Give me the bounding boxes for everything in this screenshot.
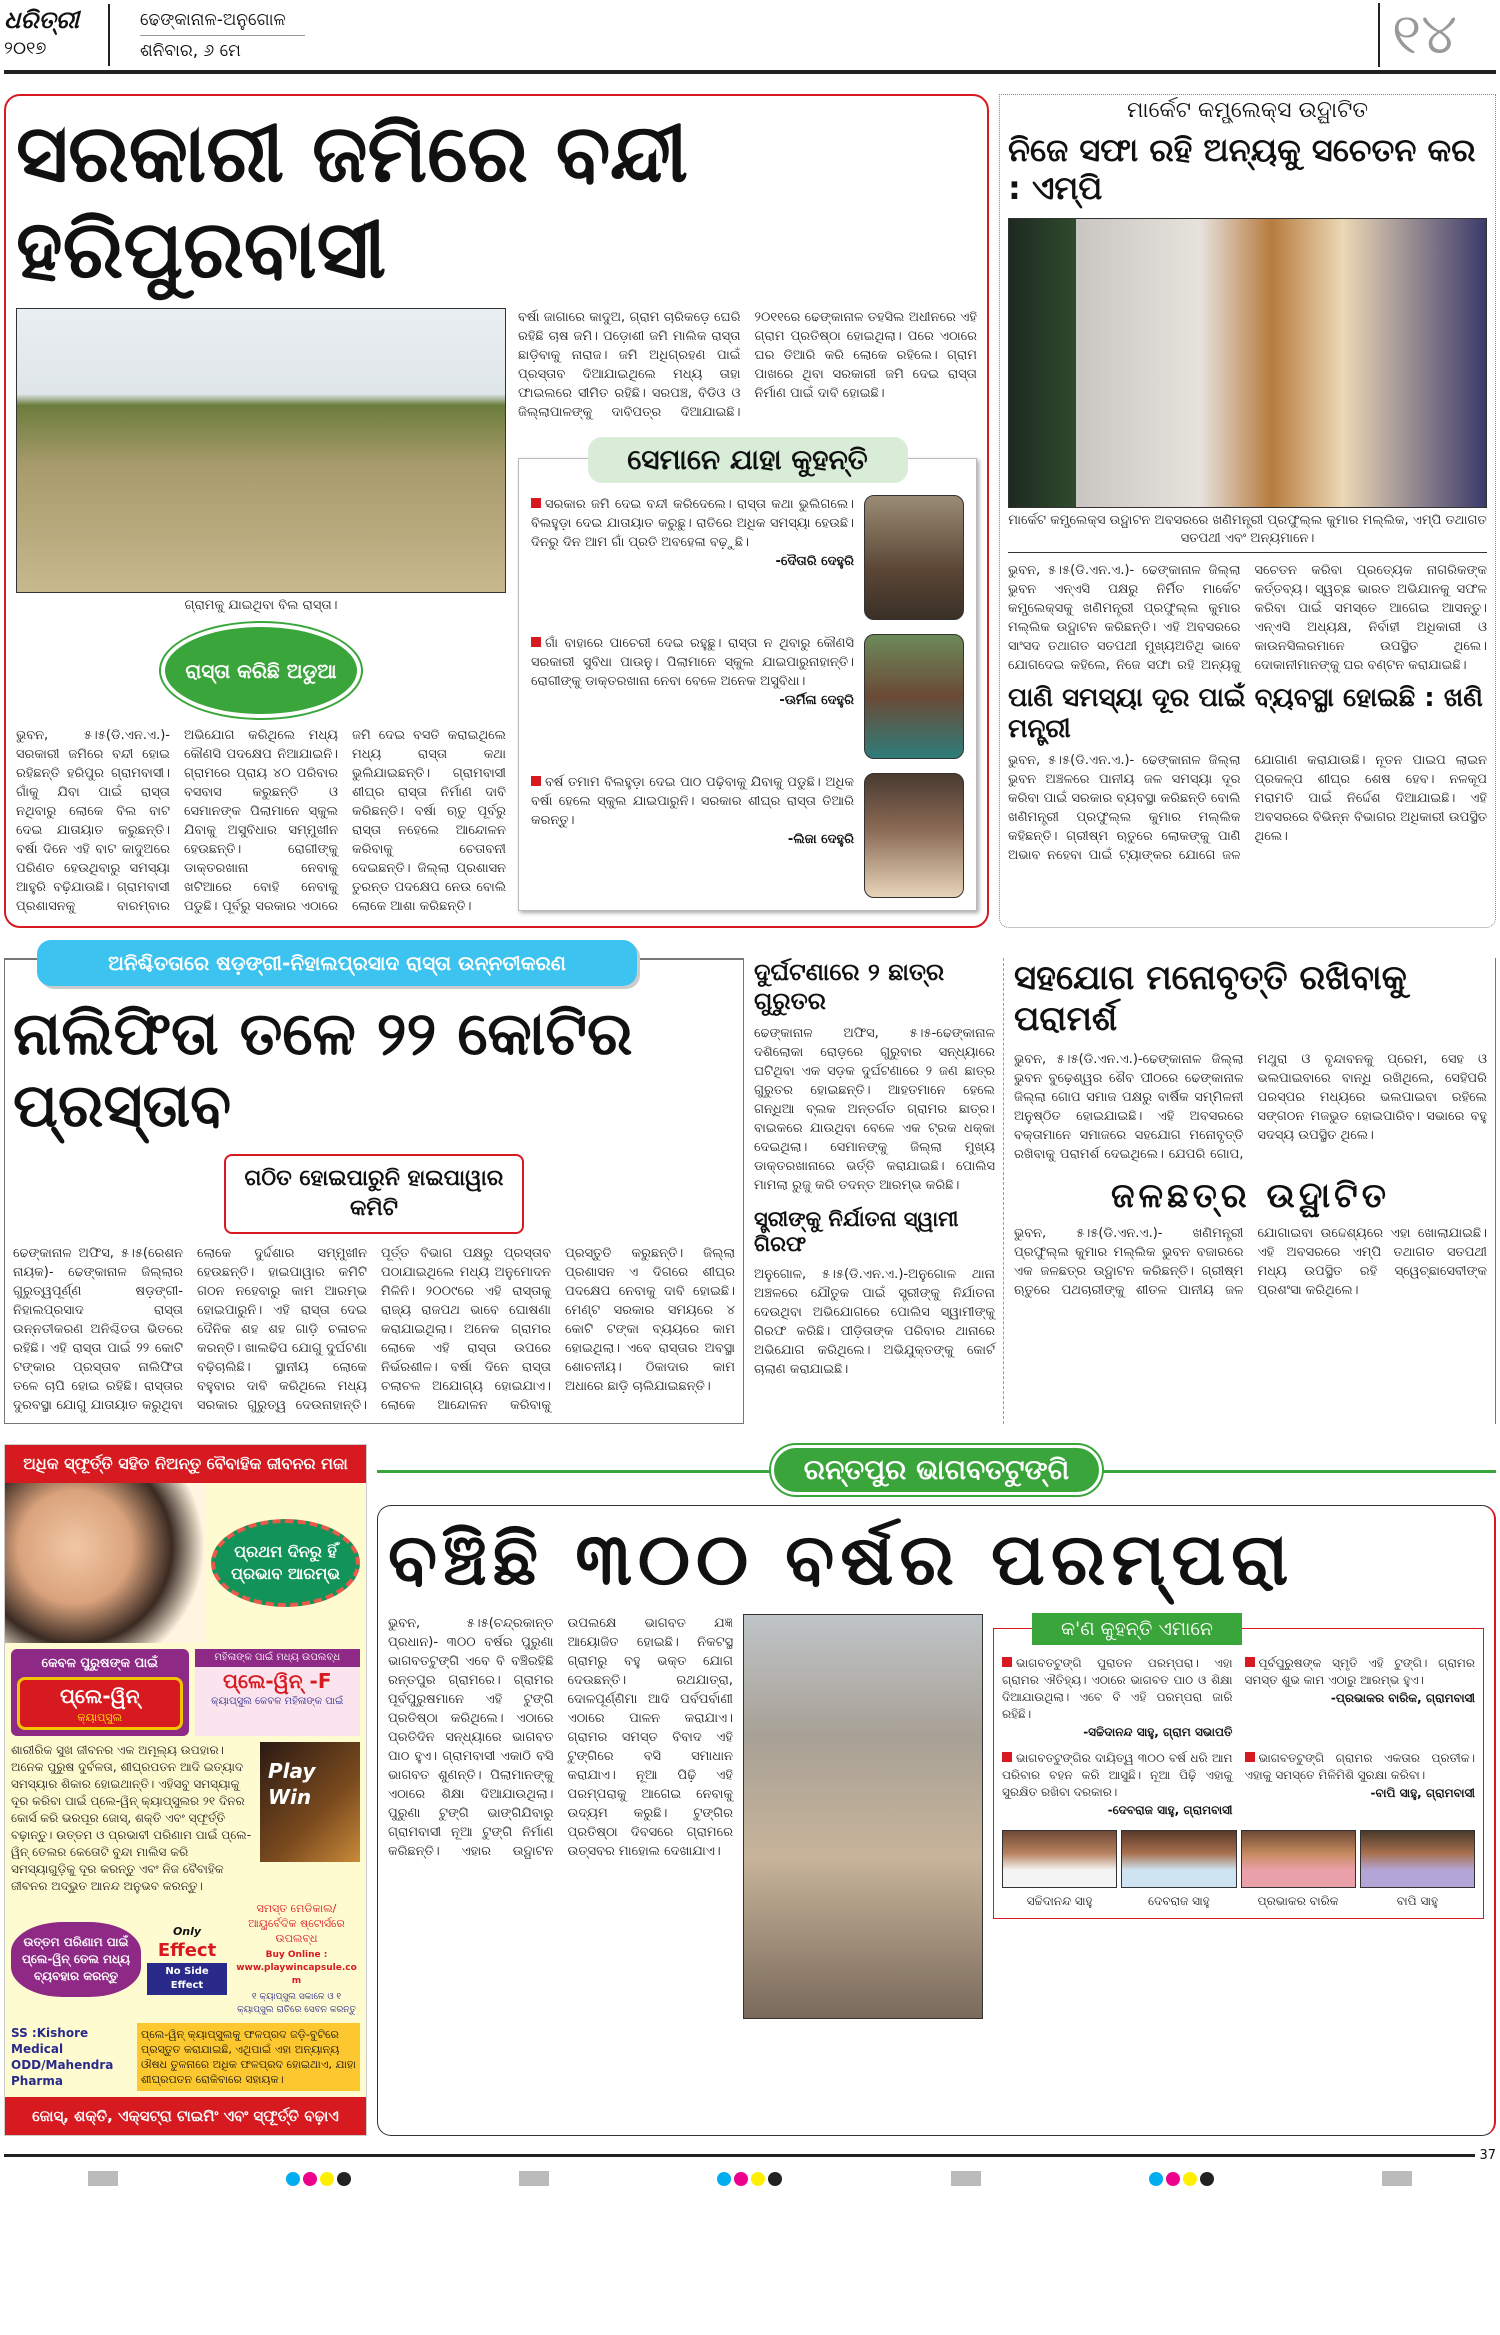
- lead-badge: ରାସ୍ତା କରିଛି ଅଡୁଆ: [161, 623, 360, 718]
- bhagabata-story: [377, 1505, 1496, 2136]
- quote-name: -ଲିଜା ଦେହୁରି: [787, 832, 854, 847]
- masthead: [4, 0, 1496, 74]
- bullet-icon: [1245, 1657, 1255, 1667]
- cooperation-story: [1014, 958, 1496, 1424]
- nalifita-inset: ଗଠିତ ହୋଇପାରୁନି ହାଇପାୱାର କମିଟି: [224, 1154, 524, 1234]
- issue-date: ଶନିବାର, ୬ ମେ: [140, 40, 241, 61]
- lead-headline: ସରକାରୀ ଜମିରେ ବନ୍ଦୀ ହରିପୁରବାସୀ: [16, 107, 689, 296]
- cooperation-body: ଭୁବନ, ୫।୫(ଡି.ଏନ.ଏ.)-ଢେଙ୍କାନାଳ ଜିଲ୍ଲା ଭୁବନ ବୁଢ଼େଶ୍ୱର ଶୈବ ପୀଠରେ ଢେଙ୍କାନାଳ ଜିଲ୍ଲା ଗୋପ ସମାଜ ପକ୍ଷରୁ ବାର୍ଷିକ ସମ୍ମିଳନୀ ଅନୁଷ୍ଠିତ ହୋଇଯାଇଛି। ଏହି ଅବସରରେ ବକ୍ତାମାନେ ସମାଜରେ ସହଯୋଗ ମନୋବୃତ୍ତି ରଖିବାକୁ ପରାମର୍ଶ ଦେଇଥିଲେ। ଯେପରି ଗୋପ, ମଥୁରା ଓ ବୃନ୍ଦାବନକୁ ପ୍ରେମ, ସେହ ଓ ଭଲପାଇବାରେ ବାନ୍ଧି ରଖିଥିଲେ, ସେହିପରି ପରସ୍ପର ମଧ୍ୟରେ ଭଲପାଇବା ରହିଲେ ସଙ୍ଗଠନ ମଜଭୁତ ହୋଇପାରିବ। ସଭାରେ ବହୁ ସଦସ୍ୟ ଉପସ୍ଥିତ ଥିଲେ।: [1014, 1051, 1487, 1162]
- nalifita-banner: ଅନିଶ୍ଚିତତାରେ ଷଡ଼ଙ୍ଗୀ-ନିହାଲପ୍ରସାଦ ରାସ୍ତା ଉନ୍ନତୀକରଣ: [37, 940, 637, 986]
- market-photo-caption: ମାର୍କେଟ କମ୍ପ୍ଲେକ୍ସ ଉଦ୍ଘାଟନ ଅବସରରେ ଖଣିମନ୍ତ୍ରୀ ପ୍ରଫୁଲ୍ଲ କୁମାର ମଲ୍ଲିକ, ଏମ୍‌ପି ତଥାଗତ ସତପଥୀ ଏବଂ ଅନ୍ୟମାନେ।: [1008, 512, 1487, 553]
- ad-starburst: ପ୍ରଥମ ଦିନରୁ ହିଁ ପ୍ରଭାବ ଆରମ୍ଭ: [211, 1519, 360, 1607]
- ad-women-panel: ମହିଳାଙ୍କ ପାଇଁ ମଧ୍ୟ ଉପଲବ୍ଧ ପ୍ଲେ-ୱିନ୍ -F କ୍ୟାପ୍‌ସୁଲ କେବଳ ମହିଳାଙ୍କ ପାଇଁ: [195, 1649, 361, 1736]
- registration-marks: [4, 2163, 1496, 2194]
- ad-buy-online-link[interactable]: Buy Online : www.playwincapsule.com: [236, 1950, 357, 1986]
- ad-men-panel: କେବଳ ପୁରୁଷଙ୍କ ପାଇଁ ପ୍ଲେ-ୱିନ୍ କ୍ୟାପ୍‌ସୁଲ: [11, 1649, 189, 1736]
- lead-photo: [16, 308, 506, 593]
- market-headline: ନିଜେ ସଫା ରହି ଅନ୍ୟକୁ ସଚେତନ କର : ଏମ୍‌ପି: [1008, 131, 1476, 208]
- quote-name: -ଦୈତାରି ଦେହୁରି: [775, 554, 854, 569]
- water-headline: ପାଣି ସମସ୍ୟା ଦୂର ପାଇଁ ବ୍ୟବସ୍ଥା ହୋଇଛି : ଖଣି ମନ୍ତ୍ରୀ: [1008, 682, 1483, 744]
- quote-item: ପୂର୍ବପୁରୁଷଙ୍କ ସ୍ମୃତି ଏହି ଟୁଙ୍ଗି। ଗ୍ରାମର ସମସ୍ତ ଶୁଭ କାମ ଏଠାରୁ ଆରମ୍ଭ ହୁଏ। -ପ୍ରଭାକର ବାରିକ, ଗ୍ରାମବାସୀ: [1244, 1656, 1475, 1706]
- water-body: ଭୁବନ, ୫।୫(ଡି.ଏନ.ଏ.)- ଢେଙ୍କାନାଳ ଜିଲ୍ଲା ଭୁବନ ଅଞ୍ଚଳରେ ପାନୀୟ ଜଳ ସମସ୍ୟା ଦୂର କରିବା ପାଇଁ ସରକାର ବ୍ୟବସ୍ଥା କରିଛନ୍ତି ବୋଲି ଖଣିମନ୍ତ୍ରୀ ପ୍ରଫୁଲ୍ଲ କୁମାର ମଲ୍ଲିକ କହିଛନ୍ତି। ଗ୍ରୀଷ୍ମ ଋତୁରେ ଲୋକଙ୍କୁ ପାଣି ଅଭାବ ନହେବା ପାଇଁ ଟ୍ୟାଙ୍କର ଯୋଗେ ଜଳ ଯୋଗାଣ କରାଯାଉଛି। ନୂତନ ପାଇପ ଲାଇନ ପ୍ରକଳ୍ପ ଶୀଘ୍ର ଶେଷ ହେବ। ନଳକୂପ ମରାମତି ପାଇଁ ନିର୍ଦ୍ଦେଶ ଦିଆଯାଇଛି। ଏହି ଅବସରରେ ବିଭିନ୍ନ ବିଭାଗର ଅଧିକାରୀ ଉପସ୍ଥିତ ଥିଲେ।: [1008, 753, 1487, 864]
- market-photo: [1008, 218, 1487, 508]
- quotes-box: [518, 443, 977, 911]
- logo-year: ୨୦୧୭: [4, 38, 47, 59]
- ad-effect-text: Effect: [157, 1939, 217, 1961]
- harassment-body: ଅନୁଗୋଳ, ୫।୫(ଡି.ଏନ.ଏ.)-ଅନୁଗୋଳ ଥାନା ଅଞ୍ଚଳରେ ଯୌତୁକ ପାଇଁ ସ୍ତ୍ରୀଙ୍କୁ ନିର୍ଯାତନା ଦେଉଥିବା ଅଭିଯୋଗରେ ପୋଲିସ ସ୍ୱାମୀଙ୍କୁ ଗିରଫ କରିଛି। ପୀଡ଼ିତାଙ୍କ ପରିବାର ଥାନାରେ ଅଭିଯୋଗ କରିଥିଲେ। ଅଭିଯୁକ୍ତଙ୍କୁ କୋର୍ଟ ଚାଲାଣ କରାଯାଇଛି।: [754, 1266, 995, 1377]
- lead-body-continued: ବର୍ଷା ଜାଗାରେ କାଦୁଅ, ଗ୍ରାମ ଚାରିକଡ଼େ ଘେରି ରହିଛି ଚାଷ ଜମି। ପଡ଼ୋଶୀ ଜମି ମାଲିକ ରାସ୍ତା ଛାଡ଼ିବାକୁ ନାରାଜ। ଜମି ଅଧିଗ୍ରହଣ ପାଇଁ ପ୍ରସ୍ତାବ ଦିଆଯାଇଥିଲେ ମଧ୍ୟ ତାହା ଫାଇଲରେ ସୀମିତ ରହିଛି। ସରପଞ୍ଚ, ବିଡିଓ ଓ ଜିଲ୍ଲାପାଳଙ୍କୁ ଦାବିପତ୍ର ଦିଆଯାଇଛି। ୨୦୧୧ରେ ଢେଙ୍କାନାଳ ତହସିଲ ଅଧୀନରେ ଏହି ଗ୍ରାମ ପ୍ରତିଷ୍ଠା ହୋଇଥିଲା। ପରେ ଏଠାରେ ଘର ତିଆରି କରି ଲୋକେ ରହିଲେ। ଗ୍ରାମ ପାଖରେ ଥିବା ସରକାରୀ ଜମି ଦେଇ ରାସ୍ତା ନିର୍ମାଣ ପାଇଁ ଦାବି ହୋଇଛି।: [518, 310, 977, 420]
- newspaper-logo: ଧରିତ୍ରୀ: [4, 6, 79, 34]
- accident-story: [754, 958, 1004, 1424]
- market-story: [999, 94, 1496, 928]
- ad-brand-f: ପ୍ଲେ-ୱିନ୍ -F: [223, 1669, 332, 1693]
- portrait: ଦେବରାଜ ସାହୁ: [1121, 1830, 1236, 1910]
- water-kiosk-headline: ଜଳଛତ୍ର ଉଦ୍ଘାଟିତ: [1111, 1175, 1390, 1216]
- ad-distributor: SS :Kishore Medical ODD/Mahendra Pharma: [11, 2026, 114, 2088]
- ad-brand-label: ପ୍ଲେ-ୱିନ୍ କ୍ୟାପ୍‌ସୁଲ: [17, 1677, 183, 1730]
- footer-page-number: 37: [1479, 2148, 1496, 2163]
- quote-item: ଭାଗବତଟୁଙ୍ଗିର ଦାୟିତ୍ୱ ୩୦୦ ବର୍ଷ ଧରି ଆମ ପରିବାର ବହନ କରି ଆସୁଛି। ନୂଆ ପିଢ଼ି ଏହାକୁ ସୁରକ୍ଷିତ ରଖିବା ଦରକାର। -ଦେବରାଜ ସାହୁ, ଗ୍ରାମବାସୀ: [1002, 1751, 1233, 1818]
- cooperation-headline: ସହଯୋଗ ମନୋବୃତ୍ତି ରଖିବାକୁ ପରାମର୍ଶ: [1014, 958, 1407, 1039]
- quote-item: ଭାଗବତଟୁଙ୍ଗି ଗ୍ରାମର ଏକତାର ପ୍ରତୀକ। ଏହାକୁ ସମସ୍ତେ ମିଳିମିଶି ସୁରକ୍ଷା କରିବା। -ବାପି ସାହୁ, ଗ୍ରାମବାସୀ: [1244, 1751, 1475, 1801]
- market-body: ଭୁବନ, ୫।୫(ଡି.ଏନ.ଏ.)- ଢେଙ୍କାନାଳ ଜିଲ୍ଲା ଭୁବନ ଏନ୍‌ଏସି ପକ୍ଷରୁ ନିର୍ମିତ ମାର୍କେଟ କମ୍ପ୍ଲେକ୍ସକୁ ଖଣିମନ୍ତ୍ରୀ ପ୍ରଫୁଲ୍ଲ କୁମାର ମଲ୍ଲିକ ଉଦ୍ଘାଟନ କରିଛନ୍ତି। ଏହି ଅବସରରେ ସାଂସଦ ତଥାଗତ ସତପଥୀ ମୁଖ୍ୟଅତିଥି ଭାବେ ଯୋଗଦେଇ କହିଲେ, ନିଜେ ସଫା ରହି ଅନ୍ୟକୁ ସଚେତନ କରିବା ପ୍ରତ୍ୟେକ ନାଗରିକଙ୍କ କର୍ତ୍ତବ୍ୟ। ସ୍ୱଚ୍ଛ ଭାରତ ଅଭିଯାନକୁ ସଫଳ କରିବା ପାଇଁ ସମସ୍ତେ ଆଗେଇ ଆସନ୍ତୁ। ଏନ୍‌ଏସି ଅଧ୍ୟକ୍ଷ, ନିର୍ବାହୀ ଅଧିକାରୀ ଓ କାଉନସିଲରମାନେ ଉପସ୍ଥିତ ଥିଲେ। ଦୋକାନୀମାନଙ୍କୁ ଘର ବଣ୍ଟନ କରାଯାଇଛି।: [1008, 562, 1487, 673]
- ad-body: ଶାରୀରିକ ସୁଖ ଜୀବନର ଏକ ଅମୂଲ୍ୟ ଉପହାର। ଅନେକ ପୁରୁଷ ଦୁର୍ବଳତା, ଶୀଘ୍ରପତନ ଆଦି ଇତ୍ୟାଦ ସମସ୍ୟାର ଶିକାର ହୋଇଥାନ୍ତି। ଏହିସବୁ ସମସ୍ୟାକୁ ଦୂର କରିବା ପାଇଁ ପ୍ଲେ-ୱିନ୍ କ୍ୟାପ୍‌ସୁଲର ୨୧ ଦିନର କୋର୍ସ କରି ଭରପୂର ଜୋସ୍, ଶକ୍ତି ଏବଂ ସ୍ଫୂର୍ତ୍ତି ବଢ଼ାନ୍ତୁ। ଉତ୍ତମ ଓ ପ୍ରଭାବୀ ପରିଣାମ ପାଇଁ ପ୍ଲେ-ୱିନ୍ ତେଲର କେତୋଟି ବୁନ୍ଦା ମାଲିସ କରି ସମସ୍ୟାଗୁଡ଼ିକୁ ଦୂର କରନ୍ତୁ ଏବଂ ନିଜ ବୈବାହିକ ଜୀବନର ଅଦ୍ଭୁତ ଆନନ୍ଦ ଅନୁଭବ କରନ୍ତୁ।: [11, 1743, 252, 1893]
- nalifita-headline: ନାଲିଫିତା ତଳେ ୨୨ କୋଟିର ପ୍ରସ୍ତାବ: [13, 999, 633, 1141]
- bhagabata-banner: ରନ୍ତପୁର ଭାଗବତଟୁଙ୍ଗି: [771, 1445, 1102, 1495]
- quote-name: -ଊର୍ମିଳା ଦେହୁରି: [779, 693, 854, 708]
- bhagabata-temple-photo: [743, 1614, 983, 2019]
- quote-item: ଭାଗବତଟୁଙ୍ଗି ପୁରାତନ ପରମ୍ପରା। ଏହା ଗ୍ରାମର ଐତିହ୍ୟ। ଏଠାରେ ଭାଗବତ ପାଠ ଓ ଶିକ୍ଷା ଦିଆଯାଉଥିଲା। ଏବେ ବି ଏହି ପରମ୍ପରା ଜାରି ରହିଛି। -ସଚ୍ଚିଦାନନ୍ଦ ସାହୁ, ଗ୍ରାମ ସଭାପତି: [1002, 1656, 1233, 1740]
- bullet-icon: [1245, 1752, 1255, 1762]
- quote-portrait: [864, 634, 964, 759]
- nalifita-body: ଢେଙ୍କାନାଳ ଅଫିସ, ୫।୫(ରେଶନ ନାୟକ)- ଢେଙ୍କାନାଳ ଜିଲ୍ଲାର ଗୁରୁତ୍ୱପୂର୍ଣ୍ଣ ଷଡ଼ଙ୍ଗୀ-ନିହାଲପ୍ରସାଦ ରାସ୍ତା ଉନ୍ନତୀକରଣ ଅନିଶ୍ଚିତତା ଭିତରେ ରହିଛି। ଏହି ରାସ୍ତା ପାଇଁ ୨୨ କୋଟି ଟଙ୍କାର ପ୍ରସ୍ତାବ ନାଲିଫିତା ତଳେ ଚାପି ହୋଇ ରହିଛି। ରାସ୍ତାର ଦୁରବସ୍ଥା ଯୋଗୁ ଯାତାୟାତ କରୁଥିବା ଲୋକେ ଦୁର୍ଦ୍ଦଶାର ସମ୍ମୁଖୀନ ହେଉଛନ୍ତି। ହାଇପାୱାର କମିଟି ଗଠନ ନହେବାରୁ କାମ ଆରମ୍ଭ ହୋଇପାରୁନି। ଏହି ରାସ୍ତା ଦେଇ ଦୈନିକ ଶହ ଶହ ଗାଡ଼ି ଚଳାଚଳ କରନ୍ତି। ଖାଲଢିପ ଯୋଗୁ ଦୁର୍ଘଟଣା ବଢ଼ିଚାଲିଛି। ସ୍ଥାନୀୟ ଲୋକେ ବହୁବାର ଦାବି କରିଥିଲେ ମଧ୍ୟ ସରକାର ଗୁରୁତ୍ୱ ଦେଉନାହାନ୍ତି। ପୂର୍ତ୍ତ ବିଭାଗ ପକ୍ଷରୁ ପ୍ରସ୍ତାବ ପଠାଯାଇଥିଲେ ମଧ୍ୟ ଅନୁମୋଦନ ମିଳିନି। ୨୦୦୯ରେ ଏହି ରାସ୍ତାକୁ ରାଜ୍ୟ ରାଜପଥ ଭାବେ ଘୋଷଣା କରାଯାଇଥିଲା। ଅନେକ ଗ୍ରାମର ଲୋକେ ଏହି ରାସ୍ତା ଉପରେ ନିର୍ଭରଶୀଳ। ବର୍ଷା ଦିନେ ରାସ୍ତା ଚଲାଚଳ ଅଯୋଗ୍ୟ ହୋଇଯାଏ। ଲୋକେ ଆନ୍ଦୋଳନ କରିବାକୁ ପ୍ରସ୍ତୁତି କରୁଛନ୍ତି। ଜିଲ୍ଲା ପ୍ରଶାସନ ଏ ଦିଗରେ ଶୀଘ୍ର ପଦକ୍ଷେପ ନେବାକୁ ଦାବି ହୋଇଛି। ମେଣ୍ଟ ସରକାର ସମୟରେ ୪ କୋଟି ଟଙ୍କା ବ୍ୟୟରେ କାମ ହୋଇଥିଲା। ଏବେ ରାସ୍ତାର ଅବସ୍ଥା ଶୋଚନୀୟ। ଠିକାଦାର କାମ ଅଧାରେ ଛାଡ଼ି ଚାଲିଯାଇଛନ୍ତି।: [13, 1246, 735, 1413]
- harassment-headline: ସ୍ତ୍ରୀଙ୍କୁ ନିର୍ଯାତନା ସ୍ୱାମୀ ଗିରଫ: [754, 1206, 959, 1256]
- page-number-large: ୧୪: [1378, 3, 1496, 67]
- ad-oil-badge: ଉତ୍ତମ ପରିଣାମ ପାଇଁ ପ୍ଲେ-ୱିନ୍ ତେଲ ମଧ୍ୟ ବ୍ୟବହାର କରନ୍ତୁ: [11, 1922, 141, 1997]
- bhagabata-quotes-title: କ'ଣ କୁହନ୍ତି ଏମାନେ: [1032, 1613, 1242, 1645]
- ad-bottom-banner: ଜୋସ୍, ଶକ୍ତି, ଏକ୍ସଟ୍ରା ଟାଇମିଂ ଏବଂ ସ୍ଫୂର୍ତ୍ତି ବଢ଼ାଏ: [5, 2097, 366, 2135]
- lead-photo-caption: ଗ୍ରାମକୁ ଯାଇଥିବା ବିଲ ରାସ୍ତା।: [184, 598, 338, 613]
- quote-item: ଗାଁ ବାହାରେ ପାଚେରୀ ଦେଇ ରହୁଛୁ। ରାସ୍ତା ନ ଥିବାରୁ କୌଣସି ସରକାରୀ ସୁବିଧା ପାଉନୁ। ପିଲାମାନେ ସ୍କୁଲ ଯାଇପାରୁନାହାନ୍ତି। ରୋଗୀଙ୍କୁ ଡାକ୍ତରଖାନା ନେବା ବେଳେ ଅନେକ ଅସୁବିଧା। -ଊର୍ମିଳା ଦେହୁରି: [531, 634, 964, 759]
- bhagabata-body: ଭୁବନ, ୫।୫(ଚନ୍ଦ୍ରକାନ୍ତ ପ୍ରଧାନ)- ୩୦୦ ବର୍ଷର ପୁରୁଣା ଭାଗବତଟୁଙ୍ଗି ଏବେ ବି ବଞ୍ଚିରହିଛି ରନ୍ତପୁର ଗ୍ରାମରେ। ଗ୍ରାମର ପୂର୍ବପୁରୁଷମାନେ ଏହି ଟୁଙ୍ଗି ପ୍ରତିଷ୍ଠା କରିଥିଲେ। ଏଠାରେ ପ୍ରତିଦିନ ସନ୍ଧ୍ୟାରେ ଭାଗବତ ପାଠ ହୁଏ। ଗ୍ରାମବାସୀ ଏକାଠି ବସି ଭାଗବତ ଶୁଣନ୍ତି। ପିଲାମାନଙ୍କୁ ଏଠାରେ ଶିକ୍ଷା ଦିଆଯାଉଥିଲା। ପୁରୁଣା ଟୁଙ୍ଗି ଭାଙ୍ଗିଯିବାରୁ ଗ୍ରାମବାସୀ ନୂଆ ଟୁଙ୍ଗି ନିର୍ମାଣ କରିଛନ୍ତି। ଏହାର ଉଦ୍ଘାଟନ ଉପଲକ୍ଷେ ଭାଗବତ ଯଜ୍ଞ ଆୟୋଜିତ ହୋଇଛି। ନିକଟସ୍ଥ ଗ୍ରାମରୁ ବହୁ ଭକ୍ତ ଯୋଗ ଦେଉଛନ୍ତି। ରଥଯାତ୍ରା, ଦୋଳପୂର୍ଣ୍ଣିମା ଆଦି ପର୍ବପର୍ବାଣୀ ଏଠାରେ ପାଳନ କରାଯାଏ। ଗ୍ରାମର ସମସ୍ତ ବିବାଦ ଏହି ଟୁଙ୍ଗିରେ ବସି ସମାଧାନ କରାଯାଏ। ନୂଆ ପିଢ଼ି ଏହି ପରମ୍ପରାକୁ ଆଗେଇ ନେବାକୁ ଉଦ୍ୟମ କରୁଛି। ଟୁଙ୍ଗିର ପ୍ରତିଷ୍ଠା ଦିବସରେ ଗ୍ରାମରେ ଉତ୍ସବର ମାହୋଲ ଦେଖାଯାଏ।: [388, 1616, 733, 1860]
- portrait: ପ୍ରଭାକର ବାରିକ: [1241, 1830, 1356, 1910]
- playwin-advertisement[interactable]: ଅଧିକ ସ୍ଫୂର୍ତ୍ତି ସହିତ ନିଅନ୍ତୁ ବୈବାହିକ ଜୀବନର ମଜା ପ୍ରଥମ ଦିନରୁ ହିଁ ପ୍ରଭାବ ଆରମ୍ଭ କେବଳ ପୁରୁଷଙ୍କ ପାଇଁ ପ୍ଲେ-ୱିନ୍ କ୍ୟାପ୍‌ସୁଲ ମହିଳାଙ୍କ ପାଇଁ ମଧ୍ୟ ଉପଲବ୍ଧ ପ୍ଲେ-ୱିନ୍ -F କ୍ୟାପ୍‌ସୁଲ କେବଳ ମହିଳାଙ୍କ ପାଇଁ ଶାରୀରିକ ସୁଖ ଜୀବନର ଏକ ଅମୂଲ୍ୟ ଉପହାର। ଅନେକ ପୁରୁଷ ଦୁର୍ବଳତା, ଶୀଘ୍ରପତନ ଆଦି ଇତ୍ୟାଦ ସମସ୍ୟାର ଶିକାର ହୋଇଥାନ୍ତି। ଏହିସବୁ ସମସ୍ୟାକୁ ଦୂର କରିବା ପାଇଁ ପ୍ଲେ-ୱିନ୍ କ୍ୟାପ୍‌ସୁଲର ୨୧ ଦିନର କୋର୍ସ କରି ଭରପୂର ଜୋସ୍, ଶକ୍ତି ଏବଂ ସ୍ଫୂର୍ତ୍ତି ବଢ଼ାନ୍ତୁ। ଉତ୍ତମ ଓ ପ୍ରଭାବୀ ପରିଣାମ ପାଇଁ ପ୍ଲେ-ୱିନ୍ ତେଲର କେତୋଟି ବୁନ୍ଦା ମାଲିସ କରି ସମସ୍ୟାଗୁଡ଼ିକୁ ଦୂର କରନ୍ତୁ ଏବଂ ନିଜ ବୈବାହିକ ଜୀବନର ଅଦ୍ଭୁତ ଆନନ୍ଦ ଅନୁଭବ କରନ୍ତୁ। Play Win ଉତ୍ତମ ପରିଣାମ ପାଇଁ ପ୍ଲେ-ୱିନ୍ ତେଲ ମଧ୍ୟ ବ୍ୟବହାର କରନ୍ତୁ Only Effect No Side Effect ସମସ୍ତ ମେଡିକାଲ/ଆୟୁର୍ବେଦିକ ଷ୍ଟୋର୍ସରେ ଉପଲବ୍ଧ Buy Online : www.playwincapsule.com ୧ କ୍ୟାପ୍‌ସୁଲ ସକାଳେ ଓ ୧ କ୍ୟାପ୍‌ସୁଲ ରାତିରେ ସେବନ କରନ୍ତୁ SS :Kishore Medical ODD/Mahendra Pharma ପ୍ଲେ-ୱିନ୍ କ୍ୟାପ୍‌ସୁଲକୁ ଫଳପ୍ରଦ ଜଡ଼ି-ବୁଟିରେ ପ୍ରସ୍ତୁତ କରାଯାଇଛି, ଏଥିପାଇଁ ଏହା ଅନ୍ୟାନ୍ୟ ଔଷଧ ତୁଳନାରେ ଅଧିକ ଫଳପ୍ରଦ ହୋଇଥାଏ, ଯାହା ଶୀଘ୍ରପତନ ରୋକିବାରେ ସହାୟକ। ଜୋସ୍, ଶକ୍ତି, ଏକ୍ସଟ୍ରା ଟାଇମିଂ ଏବଂ ସ୍ଫୂର୍ତ୍ତି ବଢ଼ାଏ: [4, 1444, 367, 2136]
- quote-item: ସରକାର ଜମି ଦେଇ ବନ୍ଦୀ କରିଦେଲେ। ରାସ୍ତା କଥା ଭୁଲିଗଲେ। ବିଲହୁଡ଼ା ଦେଇ ଯାତାୟାତ କରୁଛୁ। ରାତିରେ ଅଧିକ ସମସ୍ୟା ହେଉଛି। ଦିନରୁ ଦିନ ଆମ ଗାଁ ପ୍ରତି ଅବହେଳା ବଢ଼ୁଛି। -ଦୈତାରି ଦେହୁରି: [531, 495, 964, 620]
- ad-top-banner: ଅଧିକ ସ୍ଫୂର୍ତ୍ତି ସହିତ ନିଅନ୍ତୁ ବୈବାହିକ ଜୀବନର ମଜା: [5, 1445, 366, 1483]
- quote-portrait: [864, 773, 964, 898]
- portrait: ସଚ୍ଚିଦାନନ୍ଦ ସାହୁ: [1002, 1830, 1117, 1910]
- portrait: ବାପି ସାହୁ: [1360, 1830, 1475, 1910]
- nalifita-story: [4, 951, 744, 1424]
- lead-story: [4, 94, 989, 928]
- quote-portrait: [864, 495, 964, 620]
- quote-item: ବର୍ଷ ତମାମ ବିଲହୁଡ଼ା ଦେଇ ପାଠ ପଢ଼ିବାକୁ ଯିବାକୁ ପଡୁଛି। ଅଧିକ ବର୍ଷା ହେଲେ ସ୍କୁଲ ଯାଇପାରୁନି। ସରକାର ଶୀଘ୍ର ରାସ୍ତା ତିଆରି କରନ୍ତୁ। -ଲିଜା ଦେହୁରି: [531, 773, 964, 898]
- bullet-icon: [531, 776, 541, 786]
- bullet-icon: [531, 498, 541, 508]
- quotes-title: ସେମାନେ ଯାହା କୁହନ୍ତି: [588, 437, 908, 483]
- bullet-icon: [531, 637, 541, 647]
- bhagabata-headline: ବଞ୍ଚିଛି ୩୦୦ ବର୍ଷର ପରମ୍ପରା: [388, 1517, 1295, 1601]
- water-kiosk-body: ଭୁବନ, ୫।୫(ଡି.ଏନ.ଏ.)- ଖଣିମନ୍ତ୍ରୀ ପ୍ରଫୁଲ୍ଲ କୁମାର ମଲ୍ଲିକ ଭୁବନ ବଜାରରେ ଏକ ଜଳଛତ୍ର ଉଦ୍ଘାଟନ କରିଛନ୍ତି। ଗ୍ରୀଷ୍ମ ଋତୁରେ ପଥଚାରୀଙ୍କୁ ଶୀତଳ ପାନୀୟ ଜଳ ଯୋଗାଇବା ଉଦ୍ଦେଶ୍ୟରେ ଏହା ଖୋଲାଯାଇଛି। ଏହି ଅବସରରେ ଏମ୍‌ପି ତଥାଗତ ସତପଥୀ ମଧ୍ୟ ଉପସ୍ଥିତ ରହି ସ୍ୱେଚ୍ଛାସେବୀଙ୍କ ପ୍ରଶଂସା କରିଥିଲେ।: [1014, 1226, 1487, 1299]
- market-kicker: ମାର୍କେଟ କମ୍ପ୍ଲେକ୍ସ ଉଦ୍ଘାଟିତ: [1126, 98, 1369, 123]
- edition-name: ଢେଙ୍କାନାଳ-ଅନୁଗୋଳ: [140, 9, 286, 30]
- bullet-icon: [1002, 1657, 1012, 1667]
- ad-couple-image: [5, 1483, 205, 1643]
- ad-product-pack: Play Win: [260, 1742, 360, 1862]
- portrait-row: [1002, 1830, 1475, 1910]
- accident-headline: ଦୁର୍ଘଟଣାରେ ୨ ଛାତ୍ର ଗୁରୁତର: [754, 958, 945, 1015]
- accident-body: ଢେଙ୍କାନାଳ ଅଫିସ, ୫।୫-ଢେଙ୍କାନାଳ ଦଶିଲୋକା ରୋଡ଼ରେ ଗୁରୁବାର ସନ୍ଧ୍ୟାରେ ଘଟିଥିବା ଏକ ସଡ଼କ ଦୁର୍ଘଟଣାରେ ୨ ଜଣ ଛାତ୍ର ଗୁରୁତର ହୋଇଛନ୍ତି। ଆହତମାନେ ହେଲେ ଗନ୍ଧିଆ ବ୍ଲକ ଅନ୍ତର୍ଗତ ଗ୍ରାମର ଛାତ୍ର। ବାଇକରେ ଯାଉଥିବା ବେଳେ ଏକ ଟ୍ରକ ଧକ୍କା ଦେଇଥିଲା। ସେମାନଙ୍କୁ ଜିଲ୍ଲା ମୁଖ୍ୟ ଡାକ୍ତରଖାନାରେ ଭର୍ତ୍ତି କରାଯାଇଛି। ପୋଲିସ ମାମଲା ରୁଜୁ କରି ତଦନ୍ତ ଆରମ୍ଭ କରିଛି।: [754, 1025, 995, 1193]
- lead-body: ଭୁବନ, ୫।୫(ଡି.ଏନ.ଏ.)- ସରକାରୀ ଜମିରେ ବନ୍ଦୀ ହୋଇ ରହିଛନ୍ତି ହରିପୁର ଗ୍ରାମବାସୀ। ଗାଁକୁ ଯିବା ପାଇଁ ରାସ୍ତା ନଥିବାରୁ ଲୋକେ ବିଲ ବାଟ ଦେଇ ଯାତାୟାତ କରୁଛନ୍ତି। ବର୍ଷା ଦିନେ ଏହି ବାଟ କାଦୁଅରେ ପରିଣତ ହେଉଥିବାରୁ ସମସ୍ୟା ଆହୁରି ବଢ଼ିଯାଉଛି। ଗ୍ରାମବାସୀ ପ୍ରଶାସନକୁ ବାରମ୍ବାର ଅଭିଯୋଗ କରିଥିଲେ ମଧ୍ୟ କୌଣସି ପଦକ୍ଷେପ ନିଆଯାଇନି। ଗ୍ରାମରେ ପ୍ରାୟ ୪୦ ପରିବାର ବସବାସ କରୁଛନ୍ତି ଓ ସେମାନଙ୍କ ପିଲାମାନେ ସ୍କୁଲ ଯିବାକୁ ଅସୁବିଧାର ସମ୍ମୁଖୀନ ହେଉଛନ୍ତି। ରୋଗୀଙ୍କୁ ଡାକ୍ତରଖାନା ନେବାକୁ ଖଟିଆରେ ବୋହି ନେବାକୁ ପଡୁଛି। ପୂର୍ବରୁ ସରକାର ଏଠାରେ ଜମି ଦେଇ ବସତି କରାଇଥିଲେ ମଧ୍ୟ ରାସ୍ତା କଥା ଭୁଲିଯାଇଛନ୍ତି। ଗ୍ରାମବାସୀ ଶୀଘ୍ର ରାସ୍ତା ନିର୍ମାଣ ଦାବି କରିଛନ୍ତି। ବର୍ଷା ଋତୁ ପୂର୍ବରୁ ରାସ୍ତା ନହେଲେ ଆନ୍ଦୋଳନ କରିବାକୁ ଚେତାବନୀ ଦେଇଛନ୍ତି। ଜିଲ୍ଲା ପ୍ରଶାସନ ତୁରନ୍ତ ପଦକ୍ଷେପ ନେଉ ବୋଲି ଲୋକେ ଆଶା କରିଛନ୍ତି।: [16, 728, 506, 914]
- bhagabata-quotes-box: [993, 1618, 1484, 1919]
- bullet-icon: [1002, 1752, 1012, 1762]
